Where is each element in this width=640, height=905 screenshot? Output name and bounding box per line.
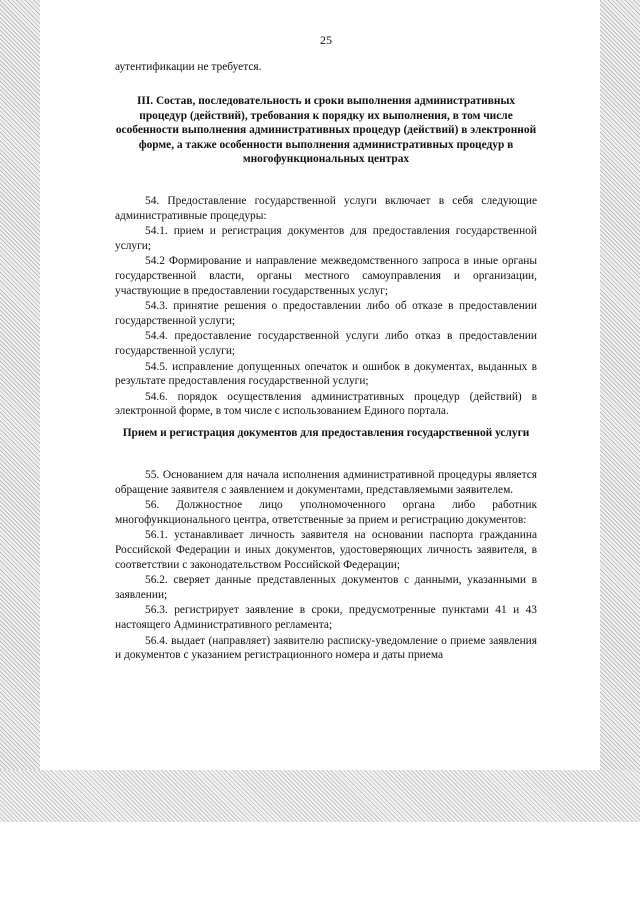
document-page (40, 0, 600, 770)
scan-border-right (600, 0, 640, 820)
page-number: 25 (320, 33, 332, 47)
paragraph-54-4: 54.4. предоставление государственной услуги либо отказ в предоставлении государственной услуги; (115, 330, 537, 357)
section-body (115, 194, 537, 420)
paragraph-54-3: 54.3. принятие решения о предоставлении либо об отказе в предоставлении государственной услуги; (115, 300, 537, 327)
paragraph-56-4: 56.4. выдает (направляет) заявителю расписку-уведомление о приеме заявления и документов с указанием регистрационного номера и даты приема (115, 634, 537, 662)
paragraph-56-3: 56.3. регистрирует заявление в сроки, предусмотренные пунктами 41 и 43 настоящего Административного регламента; (115, 604, 537, 631)
scan-border-left (0, 0, 40, 820)
paragraph-56-1: 56.1. устанавливает личность заявителя на основании паспорта гражданина Российской Федерации и иных документов, удостоверяющих личность заявителя, в соответствии с законодательством Российской Федерации; (115, 529, 537, 571)
paragraph-56-2: 56.2. сверяет данные представленных документов с данными, указанными в заявлении; (115, 574, 537, 601)
paragraph-55: 55. Основанием для начала исполнения административной процедуры является обращение заявителя с заявлением и документами, представляемыми заявителем. (115, 469, 537, 496)
subsection-body (115, 468, 537, 664)
paragraph-56: 56. Должностное лицо уполномоченного органа либо работник многофункционального центра, ответственные за прием и регистрацию документов: (115, 499, 537, 526)
paragraph-54-1: 54.1. прием и регистрация документов для предоставления государственной услуги; (115, 225, 537, 252)
paragraph-54-2: 54.2 Формирование и направление межведомственного запроса в иные органы государственной власти, органы местного самоуправления и организации, участвующие в предоставлении государственных услуг; (115, 255, 537, 297)
scan-border-bottom (0, 770, 640, 822)
lead-paragraph: аутентификации не требуется. (115, 61, 262, 73)
section-heading: III. Состав, последовательность и сроки выполнения административных процедур (действий), требования к порядку их выполнения, в том числе особенности выполнения административных процедур (действий) в электронной форме, а также особенности выполнения административных процедур в многофункциональных центрах (115, 95, 537, 166)
paragraph-54: 54. Предоставление государственной услуги включает в себя следующие административные процедуры: (115, 195, 537, 222)
paragraph-54-6: 54.6. порядок осуществления административных процедур (действий) в электронной форме, в том числе с использованием Единого портала. (115, 390, 537, 418)
paragraph-54-5: 54.5. исправление допущенных опечаток и ошибок в документах, выданных в результате предоставления государственной услуги; (115, 360, 537, 388)
subsection-heading: Прием и регистрация документов для предоставления государственной услуги (122, 427, 530, 439)
